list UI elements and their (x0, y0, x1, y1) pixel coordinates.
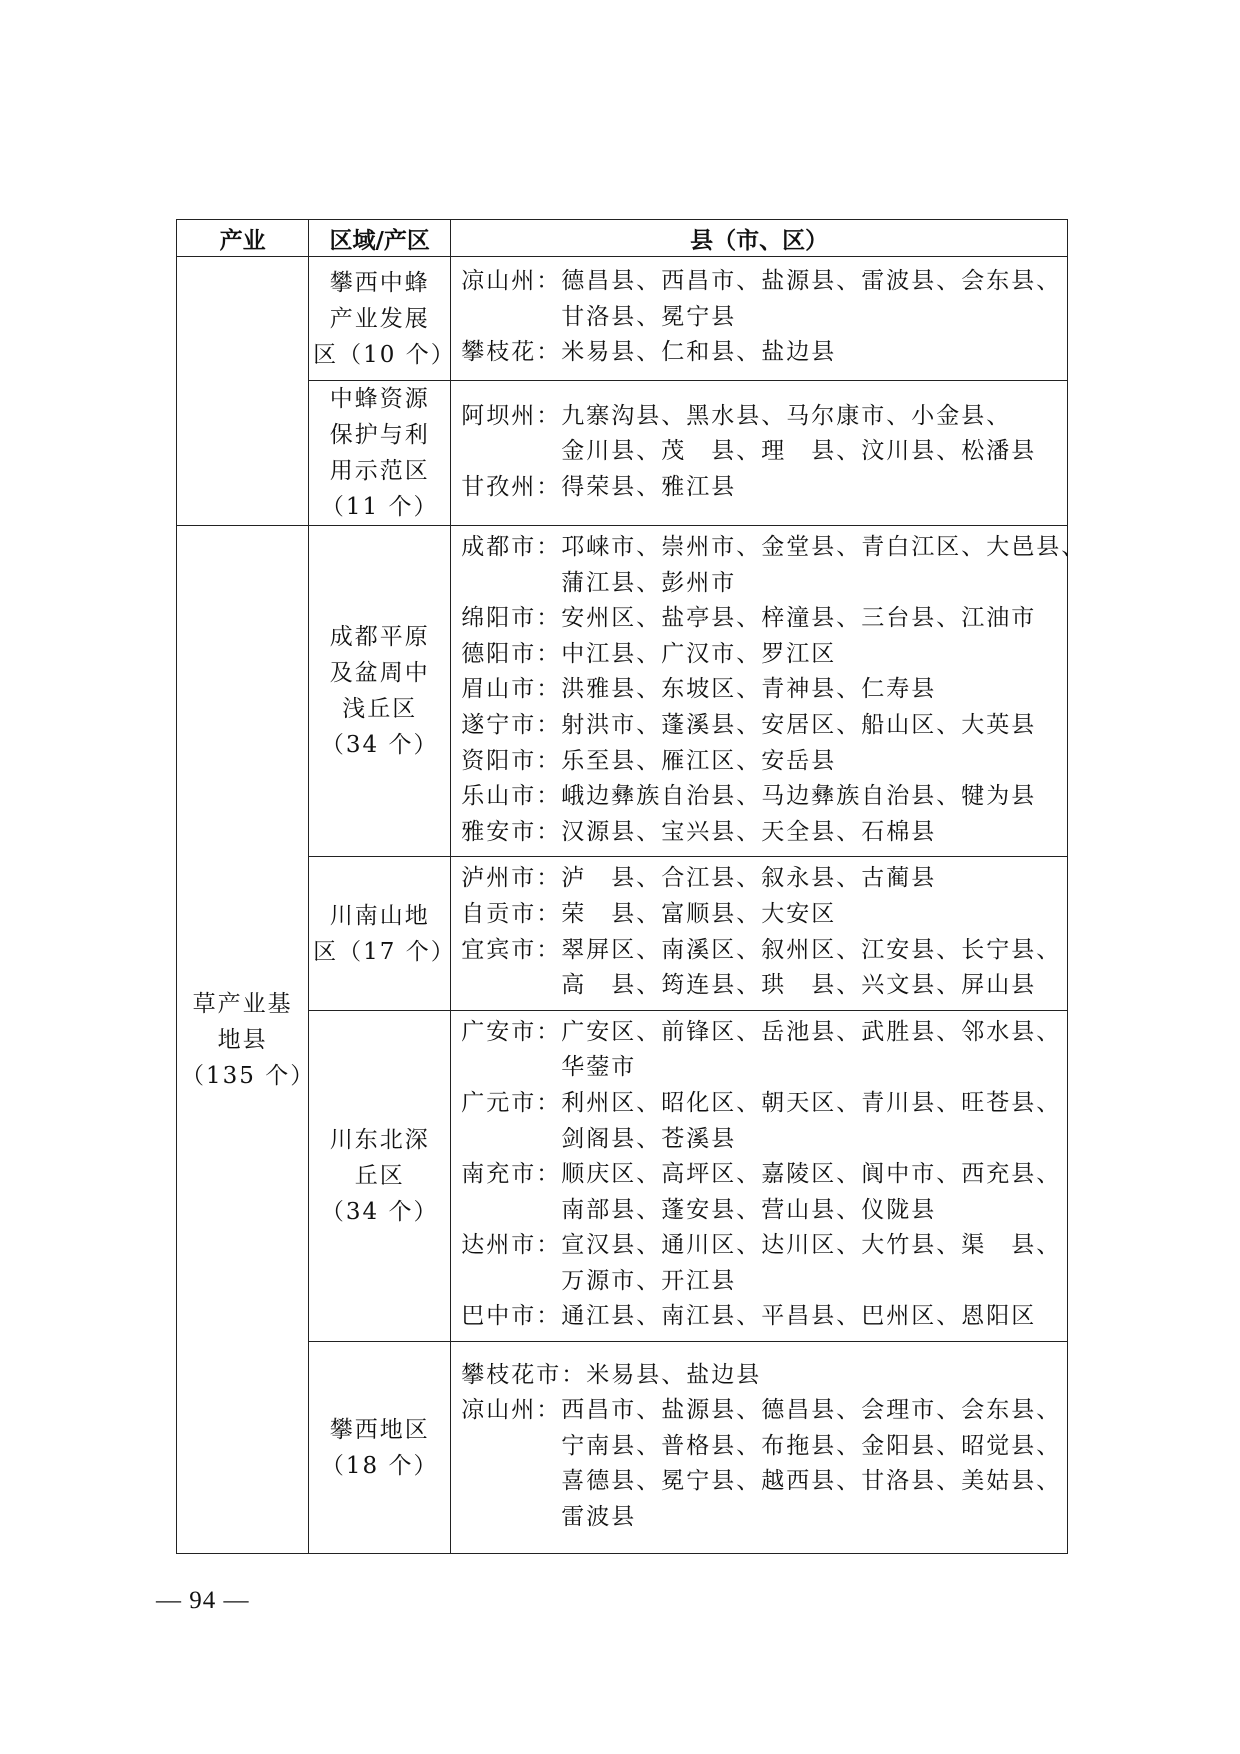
header-counties: 县（市、区） (451, 220, 1068, 257)
region-name-line: 攀西中蜂 (329, 269, 430, 296)
city-label (461, 1500, 561, 1536)
county-line (461, 744, 1061, 780)
region-name-line: 区（10 个） (313, 341, 456, 368)
county-line (461, 300, 1061, 336)
county-list: 米易县、仁和县、盐边县 (561, 339, 837, 366)
county-line (461, 1086, 1061, 1122)
county-line (461, 1429, 1061, 1465)
city-label: 南充市： (461, 1161, 562, 1188)
city-label (461, 1122, 561, 1158)
region-name-line: 保护与利 (329, 422, 430, 448)
city-label: 资阳市： (461, 747, 562, 774)
county-line (461, 1358, 1061, 1394)
county-list: 西昌市、盐源县、德昌县、会理市、会东县、 (561, 1397, 1062, 1424)
city-label: 绵阳市： (461, 605, 562, 632)
county-line (461, 897, 1061, 933)
city-label: 攀枝花市：米易县、盐边县 (461, 1361, 762, 1388)
county-list: 九寨沟县、黑水县、马尔康市、小金县、 (561, 402, 1012, 429)
city-label: 乐山市： (461, 783, 562, 810)
county-list: 安州区、盐亭县、梓潼县、三台县、江油市 (561, 605, 1037, 632)
city-label (461, 300, 561, 336)
county-line (461, 815, 1061, 851)
counties-cell (451, 526, 1087, 857)
region-name-line: 成都平原 (329, 624, 430, 651)
counties-cell (451, 381, 1068, 526)
city-label (461, 968, 561, 1004)
county-list: 中江县、广汉市、罗江区 (561, 640, 837, 667)
county-table (176, 219, 1087, 1554)
county-line (461, 1193, 1061, 1229)
header-region: 区域/产区 (309, 220, 451, 257)
region-name-line: 攀西地区 (329, 1416, 430, 1443)
county-line (461, 1157, 1061, 1193)
county-list: 高 县、筠连县、珙 县、兴文县、屏山县 (561, 972, 1037, 999)
county-line (461, 1228, 1061, 1264)
region-name-line: 用示范区 (329, 458, 430, 484)
county-line (461, 264, 1061, 300)
page-number: — 94 — (156, 1587, 250, 1614)
region-name-line: 川东北深 (329, 1126, 430, 1153)
region-name-line: 及盆周中 (329, 660, 430, 687)
industry-label-line: 草产业基 (192, 990, 293, 1017)
county-list: 顺庆区、高坪区、嘉陵区、阆中市、西充县、 (561, 1161, 1062, 1188)
county-line (461, 1500, 1061, 1536)
county-list: 华蓥市 (561, 1054, 637, 1081)
county-list: 翠屏区、南溪区、叙州区、江安县、长宁县、 (561, 936, 1062, 963)
county-list: 南部县、蓬安县、营山县、仪陇县 (561, 1196, 937, 1223)
table-row (177, 1342, 1068, 1554)
region-cell (309, 1010, 451, 1341)
table-header-row (177, 220, 1068, 257)
industry-label-line: （135 个） (181, 1062, 316, 1089)
city-label: 泸州市： (461, 865, 562, 892)
industry-cell (177, 526, 316, 1554)
region-name-line: （34 个） (320, 1198, 439, 1225)
county-line (461, 1464, 1061, 1500)
county-line (461, 1393, 1061, 1429)
city-label: 遂宁市： (461, 711, 562, 738)
county-line (461, 1299, 1061, 1335)
county-list: 汉源县、宝兴县、天全县、石棉县 (561, 818, 937, 845)
table-row (177, 1010, 1068, 1341)
county-line (461, 601, 1061, 637)
region-cell (309, 1342, 451, 1554)
city-label (461, 1193, 561, 1229)
region-name-line: 浅丘区 (342, 696, 418, 723)
region-cell (309, 857, 456, 1010)
city-label: 凉山州： (461, 1397, 562, 1424)
county-line (461, 968, 1061, 1004)
region-cell (309, 257, 456, 381)
counties-cell (451, 857, 1068, 1010)
county-line (461, 1264, 1061, 1300)
city-label: 广元市： (461, 1089, 562, 1116)
counties-cell (451, 257, 1068, 381)
county-list: 宣汉县、通川区、达川区、大竹县、渠 县、 (561, 1232, 1062, 1259)
city-label: 自贡市： (461, 900, 562, 927)
region-name-line: （34 个） (320, 732, 439, 759)
county-list: 雷波县 (561, 1503, 637, 1530)
county-list: 峨边彝族自治县、马边彝族自治县、犍为县 (561, 783, 1037, 810)
county-list: 射洪市、蓬溪县、安居区、船山区、大英县 (561, 711, 1037, 738)
county-list: 洪雅县、东坡区、青神县、仁寿县 (561, 676, 937, 703)
table-row (177, 257, 1068, 381)
county-list: 得荣县、雅江县 (561, 473, 737, 500)
city-label: 达州市： (461, 1232, 562, 1259)
region-name-line: 丘区 (354, 1162, 405, 1189)
city-label: 攀枝花： (461, 339, 562, 366)
region-name-line: 区（17 个） (313, 938, 456, 965)
county-list: 利州区、昭化区、朝天区、青川县、旺苍县、 (561, 1089, 1062, 1116)
county-list (761, 1358, 1061, 1394)
county-line (461, 637, 1061, 673)
county-list: 蒲江县、彭州市 (561, 569, 737, 596)
table-row (177, 857, 1068, 1010)
county-line (461, 335, 1061, 371)
city-label (461, 1264, 561, 1300)
city-label (461, 1050, 561, 1086)
city-label: 雅安市： (461, 818, 562, 845)
counties-cell (451, 1010, 1068, 1341)
county-line (461, 1050, 1061, 1086)
region-cell (309, 526, 451, 857)
county-list: 金川县、茂 县、理 县、汶川县、松潘县 (561, 438, 1037, 465)
region-cell (309, 381, 451, 526)
counties-cell (451, 1342, 1068, 1554)
county-line (461, 861, 1061, 897)
county-list: 甘洛县、冕宁县 (561, 303, 737, 330)
county-line (461, 399, 1061, 435)
county-list: 剑阁县、苍溪县 (561, 1125, 737, 1152)
county-list: 喜德县、冕宁县、越西县、甘洛县、美姑县、 (561, 1468, 1062, 1495)
county-list: 荣 县、富顺县、大安区 (561, 900, 837, 927)
county-line (461, 470, 1061, 506)
city-label (461, 434, 561, 470)
industry-label-line: 地县 (217, 1026, 268, 1053)
region-name-line: 产业发展 (329, 305, 430, 332)
city-label: 巴中市： (461, 1303, 562, 1330)
county-line (461, 1015, 1061, 1051)
city-label: 成都市： (461, 534, 562, 560)
county-line (461, 566, 1061, 602)
county-line (461, 530, 1087, 566)
industry-cell (177, 257, 309, 526)
city-label: 广安市： (461, 1018, 562, 1045)
city-label: 凉山州： (461, 268, 562, 295)
county-line (461, 933, 1061, 969)
county-list: 宁南县、普格县、布拖县、金阳县、昭觉县、 (561, 1432, 1062, 1459)
county-list: 德昌县、西昌市、盐源县、雷波县、会东县、 (561, 268, 1062, 295)
county-list: 邛崃市、崇州市、金堂县、青白江区、大邑县、 (561, 534, 1087, 560)
city-label (461, 1429, 561, 1465)
region-name-line: （11 个） (320, 494, 439, 520)
table-body (177, 257, 1087, 1554)
county-list: 通江县、南江县、平昌县、巴州区、恩阳区 (561, 1303, 1037, 1330)
county-list: 泸 县、合江县、叙永县、古蔺县 (561, 865, 937, 892)
county-list: 万源市、开江县 (561, 1267, 737, 1294)
header-industry: 产业 (177, 220, 309, 257)
city-label: 宜宾市： (461, 936, 562, 963)
city-label: 德阳市： (461, 640, 562, 667)
region-name-line: 中蜂资源 (329, 386, 430, 412)
table-row (177, 526, 1068, 857)
city-label (461, 1464, 561, 1500)
county-list: 广安区、前锋区、岳池县、武胜县、邻水县、 (561, 1018, 1062, 1045)
county-line (461, 434, 1061, 470)
city-label (461, 566, 561, 602)
region-name-line: （18 个） (320, 1452, 439, 1479)
region-name-line: 川南山地 (329, 902, 430, 929)
county-list: 乐至县、雁江区、安岳县 (561, 747, 837, 774)
city-label: 甘孜州： (461, 473, 562, 500)
county-line (461, 779, 1061, 815)
county-line (461, 672, 1061, 708)
city-label: 眉山市： (461, 676, 562, 703)
county-line (461, 708, 1061, 744)
county-line (461, 1122, 1061, 1158)
table-row (177, 381, 1068, 526)
city-label: 阿坝州： (461, 402, 562, 429)
